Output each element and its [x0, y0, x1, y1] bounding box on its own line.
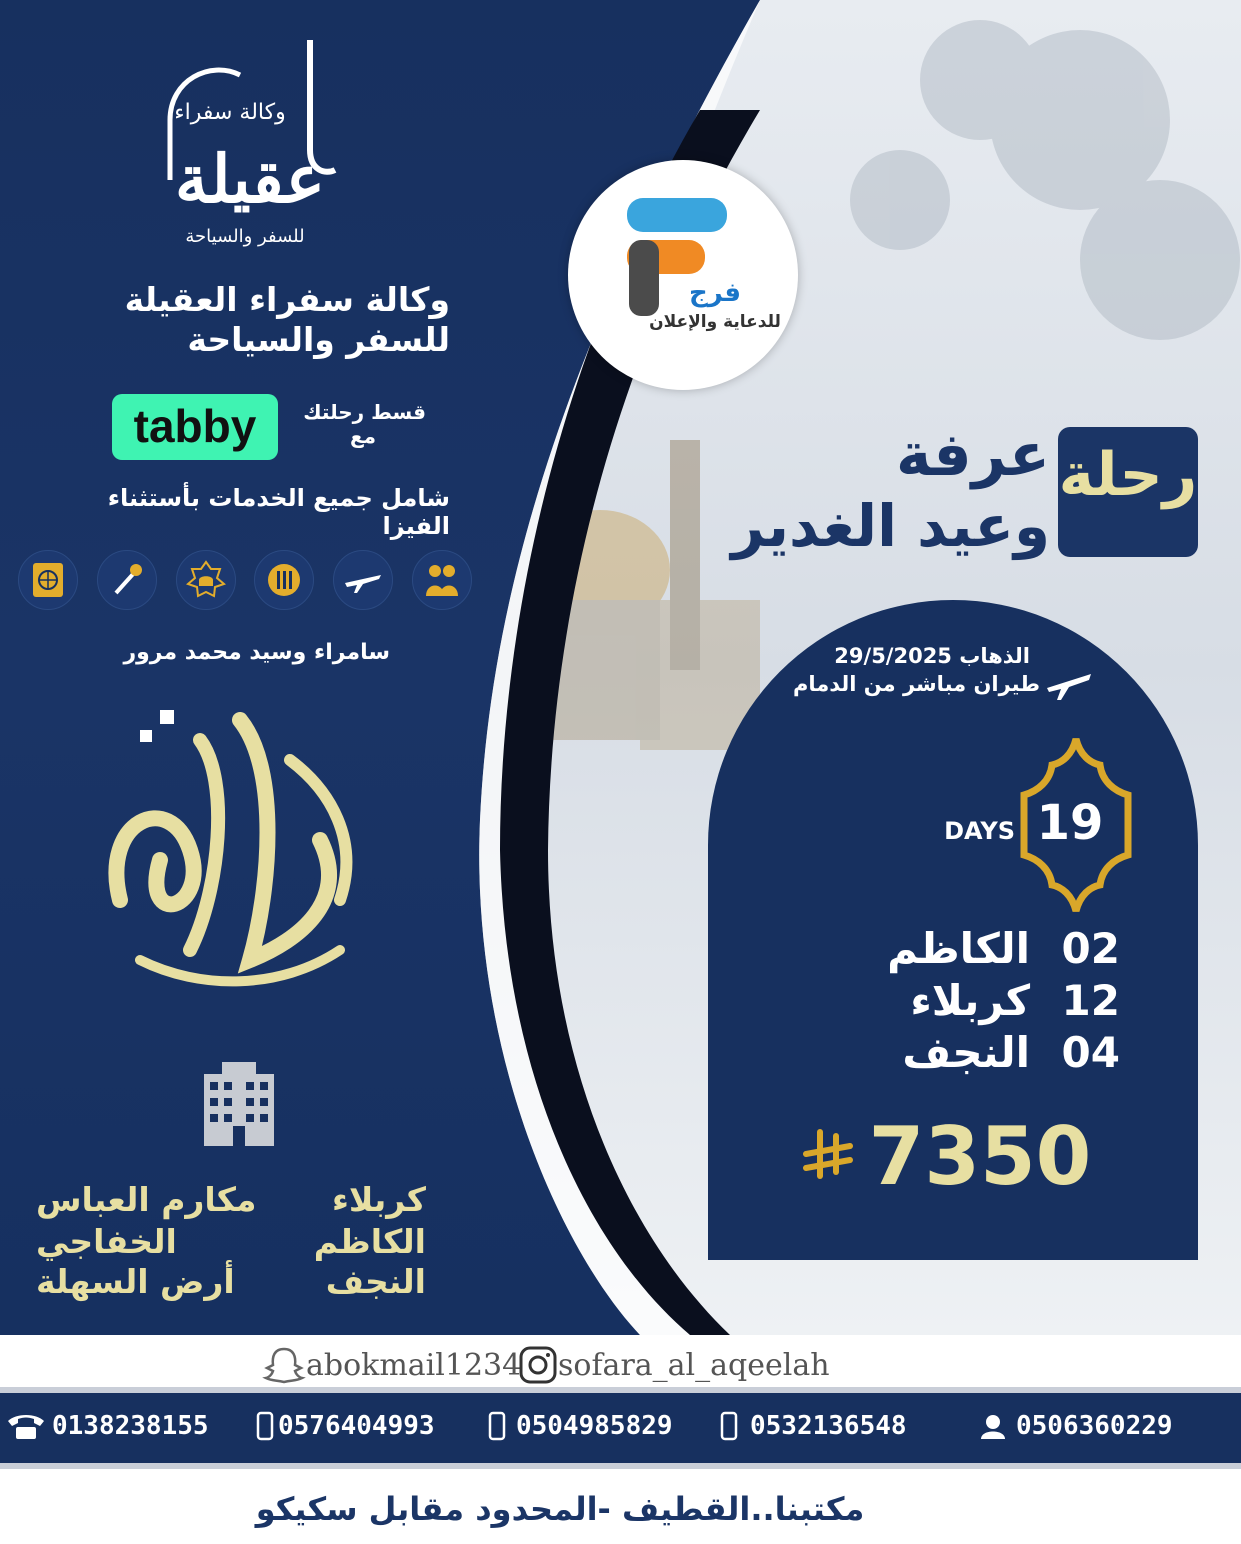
stay-city: الكاظم — [887, 924, 1030, 973]
stay-row — [760, 924, 1120, 976]
phone-mobile-1[interactable] — [256, 1408, 435, 1444]
meal-icon — [254, 550, 314, 610]
days-count: 19 — [1036, 795, 1104, 851]
hotel-row-najaf — [36, 1262, 426, 1302]
calligraphy-art — [80, 700, 380, 1000]
hotel-name: الخفاجي — [36, 1222, 177, 1261]
phone-mobile-2[interactable] — [488, 1408, 673, 1444]
microphone-icon — [97, 550, 157, 610]
departure-date: الذهاب 29/5/2025 — [834, 644, 1030, 668]
support-agent-icon — [978, 1411, 1008, 1441]
tabby-logo: tabby — [112, 394, 278, 460]
snapchat-handle[interactable] — [262, 1345, 521, 1385]
partner-tagline: للدعاية والإعلان — [649, 312, 781, 332]
phone-support[interactable] — [978, 1408, 1173, 1444]
instagram-username: sofara_al_aqeelah — [558, 1347, 830, 1383]
days-label: DAYS — [944, 817, 1015, 845]
service-icons-row — [18, 550, 472, 610]
instagram-icon — [518, 1345, 558, 1385]
installment-note: قسط رحلتك — [303, 400, 426, 424]
hotel-row-karbala — [36, 1180, 426, 1220]
mosque-icon — [176, 550, 236, 610]
stay-row — [760, 1028, 1120, 1080]
snapchat-icon — [262, 1345, 306, 1385]
trip-label: رحلة — [1058, 440, 1198, 510]
passport-icon — [18, 550, 78, 610]
trip-title-line1: عرفة — [896, 420, 1050, 490]
phone-number: 0576404993 — [278, 1411, 435, 1441]
agency-name-line1: وكالة سفراء العقيلة — [124, 280, 450, 319]
mobile-phone-icon — [720, 1411, 738, 1441]
snapchat-username: abokmail1234 — [306, 1347, 522, 1383]
stay-city: النجف — [902, 1028, 1030, 1077]
phone-number: 0504985829 — [516, 1411, 673, 1441]
agency-logo-small-text: وكالة سفراء — [174, 100, 286, 125]
group-icon — [412, 550, 472, 610]
agency-logo-main-text: عقيلة — [175, 140, 325, 218]
stay-row — [760, 976, 1120, 1028]
stay-city: كربلاء — [910, 976, 1030, 1025]
instagram-handle[interactable] — [518, 1345, 830, 1385]
hotel-city: كربلاء — [331, 1180, 426, 1219]
trip-price: 7350 — [868, 1110, 1092, 1203]
hotel-city: النجف — [325, 1262, 426, 1301]
extra-visit-note: سامراء وسيد محمد مرور — [123, 640, 390, 665]
agency-name-line2: للسفر والسياحة — [187, 320, 450, 359]
riyal-symbol-icon — [800, 1128, 856, 1184]
phone-number: 0532136548 — [750, 1411, 907, 1441]
hotel-row-kadhim — [36, 1222, 426, 1262]
agency-logo-subtitle: للسفر والسياحة — [185, 226, 305, 247]
phone-mobile-3[interactable] — [720, 1408, 907, 1444]
trip-title-line2: وعيد الغدير — [731, 492, 1050, 560]
phone-number: 0138238155 — [52, 1411, 209, 1441]
hotel-name: أرض السهلة — [36, 1262, 235, 1301]
telephone-icon — [6, 1411, 46, 1441]
installment-with: مع — [349, 424, 377, 448]
hotel-city: الكاظم — [313, 1222, 426, 1261]
office-address: مكتبنا..القطيف -المحدود مقابل سكيكو — [255, 1490, 865, 1528]
partner-name: فرج — [689, 278, 741, 308]
phone-landline[interactable] — [6, 1408, 209, 1444]
stay-nights: 02 — [1061, 924, 1120, 973]
mobile-phone-icon — [256, 1411, 274, 1441]
hotel-name: مكارم العباس — [36, 1180, 257, 1219]
plane-icon — [1045, 662, 1095, 702]
hotel-icon — [200, 1060, 278, 1146]
stay-nights: 12 — [1061, 976, 1120, 1025]
flight-info: طيران مباشر من الدمام — [792, 672, 1040, 696]
services-included-note: شامل جميع الخدمات بأستثناء الفيزا — [107, 484, 450, 540]
phone-number: 0506360229 — [1016, 1411, 1173, 1441]
plane-icon — [333, 550, 393, 610]
mobile-phone-icon — [488, 1411, 506, 1441]
stay-nights: 04 — [1061, 1028, 1120, 1077]
